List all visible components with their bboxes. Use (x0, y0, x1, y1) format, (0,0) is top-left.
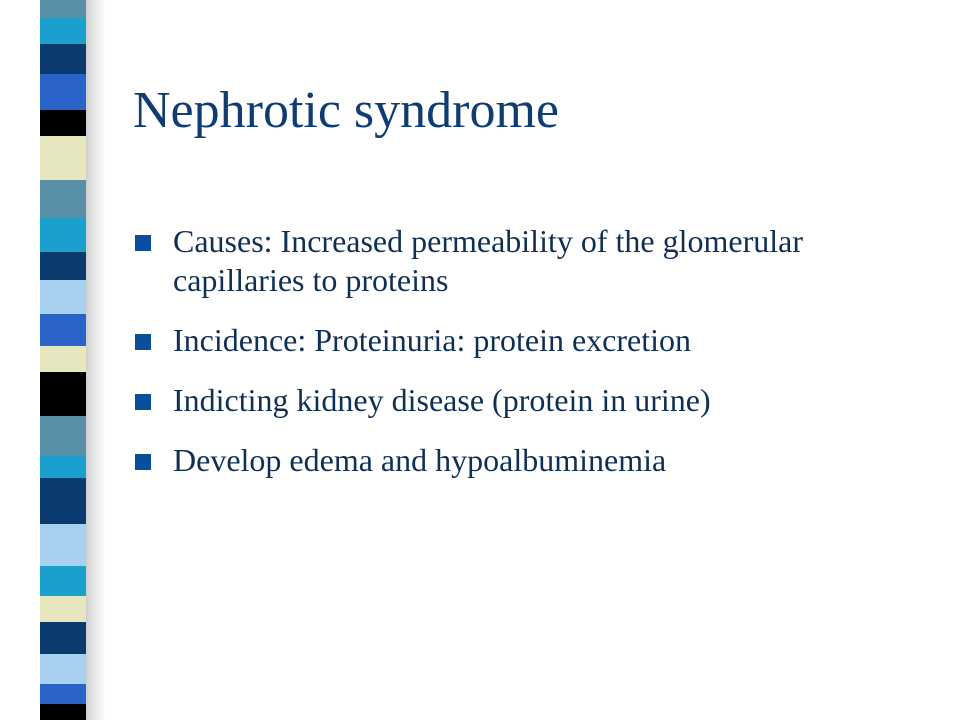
stripe-band (40, 596, 86, 622)
bullet-item (133, 222, 913, 300)
stripe-band (40, 524, 86, 566)
bullet-list (133, 222, 913, 501)
square-bullet-icon (135, 235, 151, 251)
stripe-band (40, 44, 86, 74)
stripe-band (40, 704, 86, 720)
stripe-band (40, 180, 86, 218)
bullet-item (133, 381, 913, 420)
bullet-item (133, 441, 913, 480)
stripe-band (40, 218, 86, 252)
stripe-band (40, 566, 86, 596)
bullet-text: Incidence: Proteinuria: protein excretion (173, 322, 692, 358)
square-bullet-icon (135, 394, 151, 410)
bullet-text: Develop edema and hypoalbuminemia (173, 442, 667, 478)
square-bullet-icon (135, 454, 151, 470)
stripe-band (40, 252, 86, 280)
stripe-band (40, 280, 86, 314)
stripe-band (40, 18, 86, 44)
stripe-band (40, 74, 86, 110)
bullet-text: Causes: Increased permeability of the glomerular capillaries to proteins (173, 223, 803, 298)
stripe-band (40, 314, 86, 346)
bullet-item (133, 321, 913, 360)
stripe-band (40, 622, 86, 654)
stripe-band (40, 0, 86, 18)
slide-title: Nephrotic syndrome (133, 82, 560, 139)
stripe-shadow (86, 0, 106, 720)
stripe-band (40, 372, 86, 416)
stripe-edge (0, 0, 40, 720)
decorative-stripe (0, 0, 112, 720)
stripe-band (40, 136, 86, 180)
stripe-band (40, 684, 86, 704)
stripe-band (40, 416, 86, 456)
stripe-band (40, 110, 86, 136)
square-bullet-icon (135, 334, 151, 350)
stripe-band (40, 346, 86, 372)
bullet-text: Indicting kidney disease (protein in urine) (173, 382, 711, 418)
stripe-band (40, 654, 86, 684)
stripe-band (40, 478, 86, 524)
stripe-band (40, 456, 86, 478)
